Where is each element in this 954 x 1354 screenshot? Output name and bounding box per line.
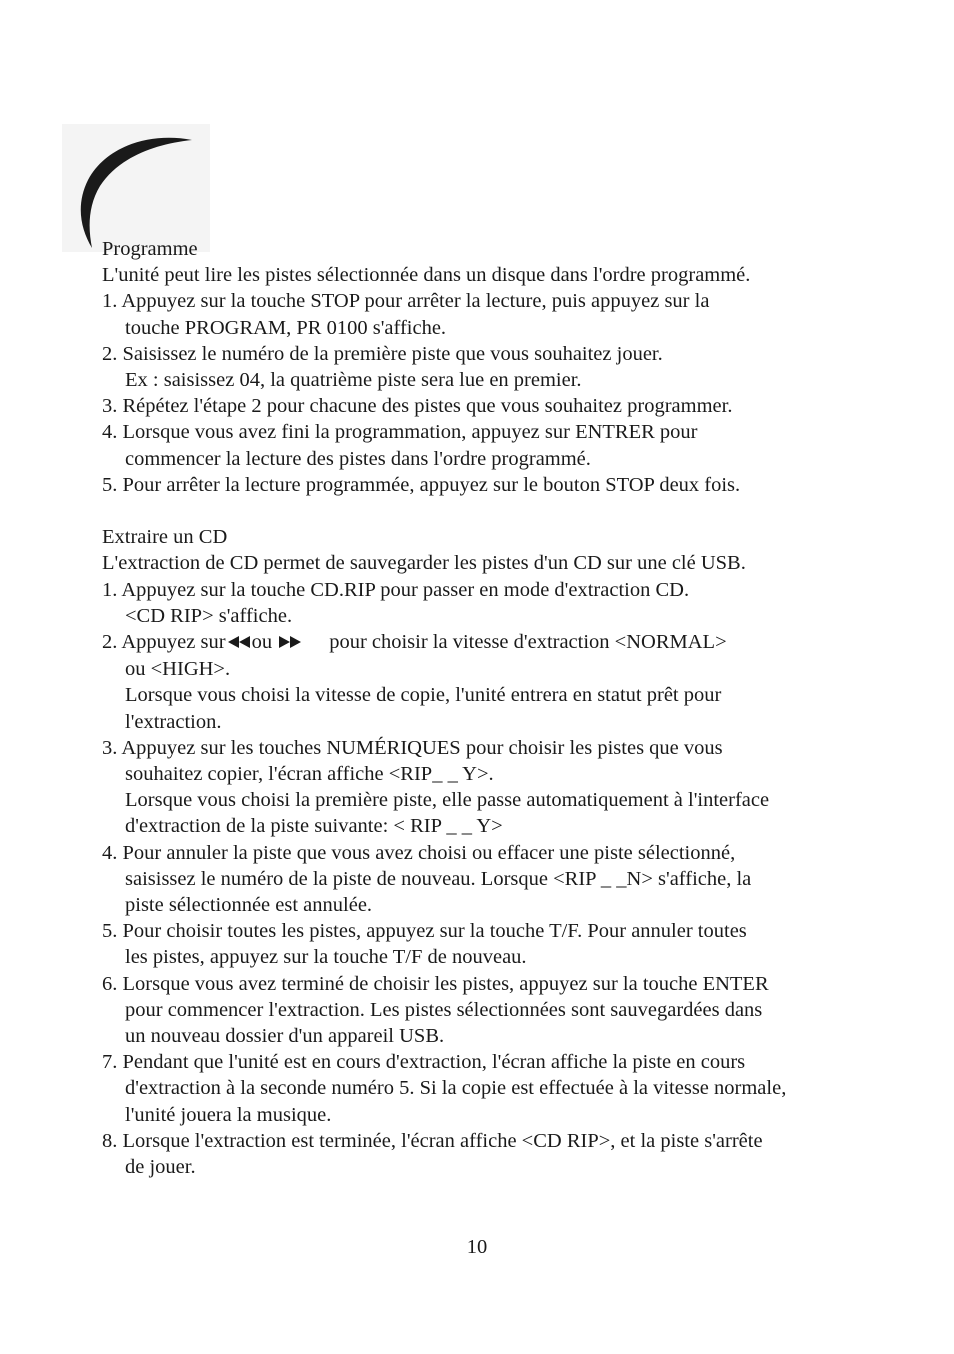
extraction-step-1-cont: <CD RIP> s'affiche. xyxy=(125,604,293,627)
section-heading-extraction: Extraire un CD xyxy=(102,526,228,549)
extraction-step-2-cont-2: Lorsque vous choisi la vitesse de copie, l'unité entrera en statut prêt pour xyxy=(125,684,722,707)
extraction-step-6-cont-1: pour commencer l'extraction. Les pistes sélectionnées sont sauvegardées dans xyxy=(125,998,763,1021)
extraction-step-5-cont: les pistes, appuyez sur la touche T/F de nouveau. xyxy=(125,946,527,969)
extraction-step-4: 4. Pour annuler la piste que vous avez choisi ou effacer une piste sélectionné, xyxy=(102,841,736,864)
fast-forward-icon xyxy=(278,630,302,656)
extraction-step-2-pre: 2. Appuyez sur xyxy=(102,631,226,654)
extraction-step-6: 6. Lorsque vous avez terminé de choisir les pistes, appuyez sur la touche ENTER xyxy=(102,972,769,995)
programme-step-1-cont: touche PROGRAM, PR 0100 s'affiche. xyxy=(125,316,447,339)
extraction-step-7-cont-2: l'unité jouera la musique. xyxy=(125,1103,332,1126)
page-number: 10 xyxy=(466,1236,488,1258)
programme-step-1: 1. Appuyez sur la touche STOP pour arrêter la lecture, puis appuyez sur la xyxy=(102,290,710,313)
programme-step-4: 4. Lorsque vous avez fini la programmation, appuyez sur ENTRER pour xyxy=(102,421,698,444)
extraction-step-2-mid: ou xyxy=(251,631,273,654)
programme-step-2: 2. Saisissez le numéro de la première piste que vous souhaitez jouer. xyxy=(102,342,663,365)
extraction-step-2-cont-3: l'extraction. xyxy=(125,710,222,733)
extraction-step-2-post: pour choisir la vitesse d'extraction <NORMAL> xyxy=(329,631,727,654)
extraction-step-8-cont: de jouer. xyxy=(125,1156,196,1179)
extraction-step-4-cont-1: saisissez le numéro de la piste de nouveau. Lorsque <RIP _ _N> s'affiche, la xyxy=(125,867,752,890)
crescent-arc-icon xyxy=(62,124,210,252)
programme-step-2-cont: Ex : saisissez 04, la quatrième piste sera lue en premier. xyxy=(125,369,582,392)
extraction-step-3-cont-1: souhaitez copier, l'écran affiche <RIP_ _ Y>. xyxy=(125,763,494,786)
extraction-step-2 xyxy=(102,629,882,656)
page-content xyxy=(102,236,882,1180)
programme-step-3: 3. Répétez l'étape 2 pour chacune des pistes que vous souhaitez programmer. xyxy=(102,395,733,418)
extraction-intro: L'extraction de CD permet de sauvegarder les pistes d'un CD sur une clé USB. xyxy=(102,552,746,575)
section-heading-programme: Programme xyxy=(102,238,198,260)
extraction-step-3-cont-3: d'extraction de la piste suivante: < RIP _ _ Y> xyxy=(125,815,503,838)
extraction-step-3: 3. Appuyez sur les touches NUMÉRIQUES pour choisir les pistes que vous xyxy=(102,736,723,759)
extraction-step-5: 5. Pour choisir toutes les pistes, appuyez sur la touche T/F. Pour annuler toutes xyxy=(102,920,747,943)
programme-step-4-cont: commencer la lecture des pistes dans l'ordre programmé. xyxy=(125,447,591,470)
extraction-step-8: 8. Lorsque l'extraction est terminée, l'écran affiche <CD RIP>, et la piste s'arrête xyxy=(102,1129,763,1152)
extraction-step-7-cont-1: d'extraction à la seconde numéro 5. Si la copie est effectuée à la vitesse normale, xyxy=(125,1077,787,1100)
programme-intro: L'unité peut lire les pistes sélectionnée dans un disque dans l'ordre programmé. xyxy=(102,264,751,287)
extraction-step-3-cont-2: Lorsque vous choisi la première piste, elle passe automatiquement à l'interface xyxy=(125,789,770,812)
section-spacer xyxy=(102,498,882,524)
extraction-step-6-cont-2: un nouveau dossier d'un appareil USB. xyxy=(125,1025,445,1048)
extraction-step-4-cont-2: piste sélectionnée est annulée. xyxy=(125,894,373,917)
extraction-step-1: 1. Appuyez sur la touche CD.RIP pour passer en mode d'extraction CD. xyxy=(102,578,690,601)
rewind-icon xyxy=(227,630,251,656)
extraction-step-7: 7. Pendant que l'unité est en cours d'extraction, l'écran affiche la piste en cours xyxy=(102,1051,746,1074)
extraction-step-2-cont-1: ou <HIGH>. xyxy=(125,658,231,681)
programme-step-5: 5. Pour arrêter la lecture programmée, appuyez sur le bouton STOP deux fois. xyxy=(102,473,741,496)
